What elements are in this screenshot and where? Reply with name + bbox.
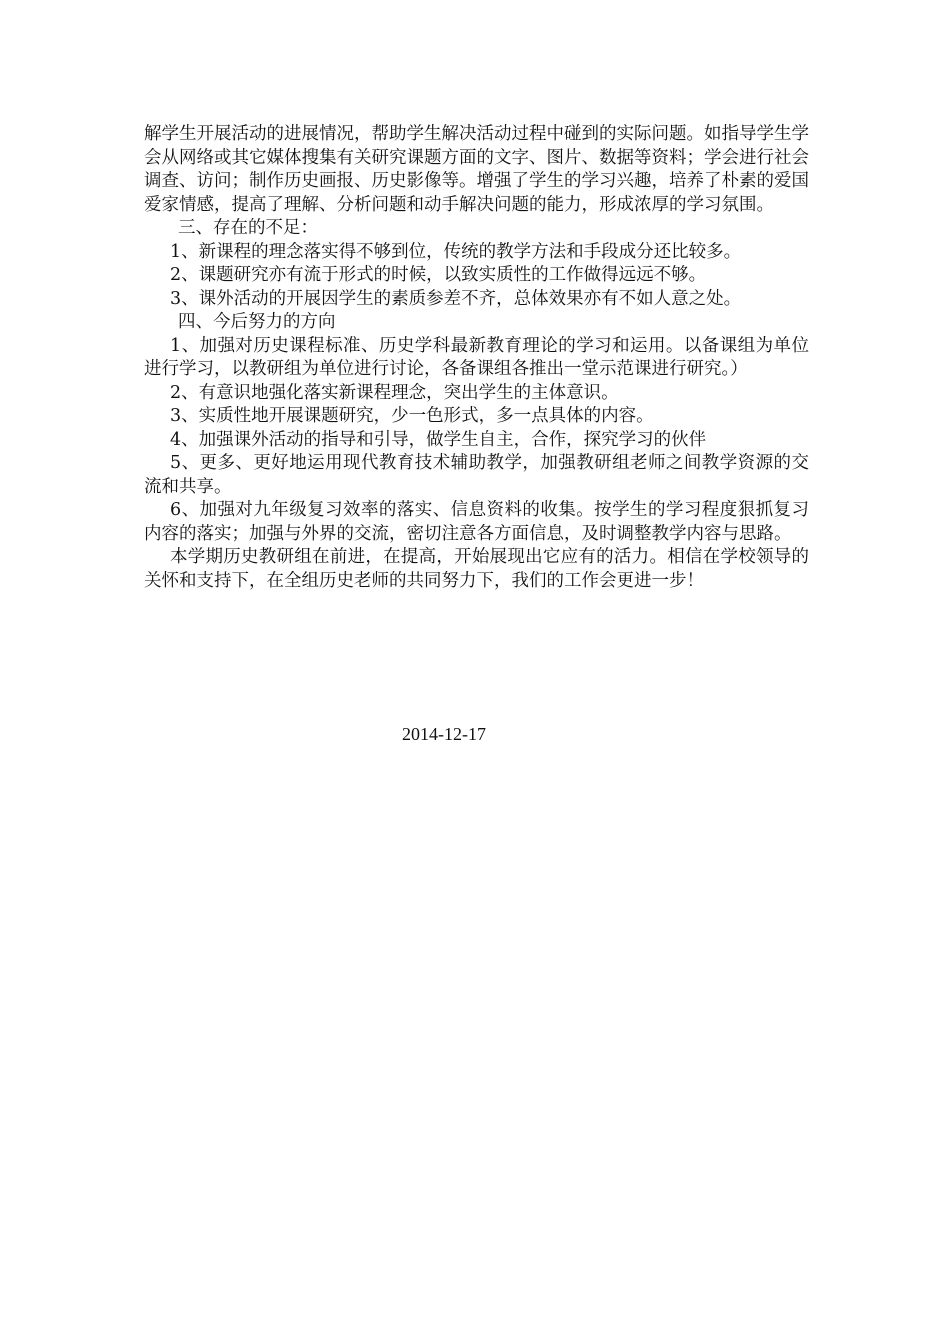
list-item-direction-2: 2、有意识地强化落实新课程理念，突出学生的主体意识。 (170, 382, 619, 403)
paragraph-activities-summary: 解学生开展活动的进展情况，帮助学生解决活动过程中碰到的实际问题。如指导学生学会从网络或其它媒体搜集有关研究课题方面的文字、图片、数据等资料；学会进行社会调查、访问；制作历史画报、历史影像等。增强了学生的学习兴趣，培养了朴素的爱国爱家情感，提高了理解、分析问题和动手解决问题的能力，形成浓厚的学习氛围。 (144, 124, 809, 215)
list-item-shortcoming-3: 3、课外活动的开展因学生的素质参差不齐，总体效果亦有不如人意之处。 (170, 288, 742, 309)
list-item-shortcoming-1: 1、新课程的理念落实得不够到位，传统的教学方法和手段成分还比较多。 (170, 241, 742, 262)
section-heading-future-direction: 四、今后努力的方向 (178, 312, 336, 332)
list-item-direction-3: 3、实质性地开展课题研究，少一色形式，多一点具体的内容。 (170, 406, 654, 426)
list-item-direction-4: 4、加强课外活动的指导和引导，做学生自主，合作，探究学习的伙伴 (170, 429, 707, 450)
list-item-direction-5: 5、更多、更好地运用现代教育技术辅助教学，加强教研组老师之间教学资源的交流和共享。 (144, 453, 809, 497)
section-heading-shortcomings: 三、存在的不足： (178, 218, 318, 238)
document-body (144, 123, 809, 593)
list-item-direction-1: 1、加强对历史课程标准、历史学科最新教育理论的学习和运用。以备课组为单位进行学习，以教研组为单位进行讨论，各备课组各推出一堂示范课进行研究。） (144, 335, 809, 379)
closing-paragraph: 本学期历史教研组在前进，在提高，开始展现出它应有的活力。相信在学校领导的关怀和支持下，在全组历史老师的共同努力下，我们的工作会更进一步！ (144, 547, 809, 591)
list-item-shortcoming-2: 2、课题研究亦有流于形式的时候，以致实质性的工作做得远远不够。 (170, 265, 707, 285)
list-item-direction-6: 6、加强对九年级复习效率的落实、信息资料的收集。按学生的学习程度狠抓复习内容的落实；加强与外界的交流，密切注意各方面信息，及时调整教学内容与思路。 (144, 500, 809, 544)
document-date: 2014-12-17 (402, 724, 486, 744)
